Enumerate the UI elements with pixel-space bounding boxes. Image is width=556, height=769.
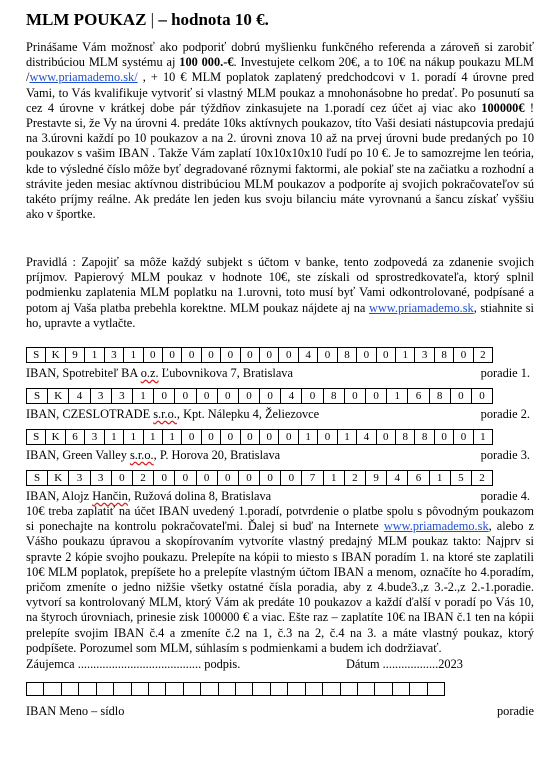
account-position: poradie 4. (480, 489, 530, 503)
iban-cell: 0 (281, 471, 302, 486)
iban-cell: 0 (472, 389, 493, 404)
iban-cell: 1 (396, 348, 415, 363)
iban-cell: 0 (454, 348, 473, 363)
iban-cell: K (46, 430, 65, 445)
iban-cell: 0 (366, 389, 387, 404)
iban-cell: 1 (124, 348, 143, 363)
iban-cell: 0 (163, 348, 182, 363)
account-holder-prefix: IBAN, Spotrebiteľ BA (26, 366, 141, 380)
iban-cell: 0 (260, 389, 281, 404)
iban-cell: 1 (474, 430, 493, 445)
account-holder-line (26, 448, 534, 463)
iban-cell: 1 (124, 430, 143, 445)
iban-cell: 0 (454, 430, 473, 445)
iban-cell: 0 (154, 471, 175, 486)
account-holder-line (26, 489, 534, 504)
iban-cell: 0 (239, 471, 260, 486)
iban-grid (26, 429, 493, 445)
page-title (26, 10, 534, 30)
iban-cell: 0 (239, 389, 260, 404)
iban-cell: 2 (133, 471, 154, 486)
iban-grid (26, 388, 493, 404)
iban-cell: 0 (144, 348, 163, 363)
account-holder-name: s.r.o. (129, 448, 154, 462)
blank-iban-cell[interactable] (253, 683, 270, 696)
iban-cell: 6 (408, 389, 429, 404)
blank-iban-cell[interactable] (97, 683, 114, 696)
iban-cell: 3 (91, 389, 112, 404)
iban-grid (26, 347, 493, 363)
blank-iban-cell[interactable] (271, 683, 288, 696)
blank-iban-cell[interactable] (132, 683, 149, 696)
blank-iban-cell[interactable] (219, 683, 236, 696)
iban-cell: 0 (197, 471, 218, 486)
iban-cell: 5 (451, 471, 472, 486)
blank-iban-cell[interactable] (358, 683, 375, 696)
title-main: MLM POUKAZ (26, 10, 147, 29)
iban-cell: 2 (345, 471, 366, 486)
blank-iban-cell[interactable] (288, 683, 305, 696)
iban-cell: 0 (377, 430, 396, 445)
iban-cell: 0 (218, 471, 239, 486)
account-block (26, 347, 534, 381)
blank-iban-cell[interactable] (428, 683, 445, 696)
iban-cell: 0 (197, 389, 218, 404)
iban-cell: S (27, 348, 46, 363)
blank-iban-cell[interactable] (236, 683, 253, 696)
intro-text-4: ! Prestavte si, že Vy na úrovni 4. predáte 10ks aktívnych poukazov, títo Vaši desiati nástupcovia predajú na 3.úrovni každí po 10 poukazov a na 2. úrovni znova 10 až na prvej úrovni bude predaných po 10 poukazov s vašim IBAN . Takže Vám zaplatí 10x10x10x10 ľudí po 10 €. Je to samozrejme len teória, kde to výsledné číslo môže byť degradované rôznymi faktormi, ale pokiaľ ste na začiatku a rozhodní a strávite jeden mesiac aktívnou distribúciou MLM poukazov a podporíte aj svojich pokračovateľov sú takéto príjmy reálne. Ak predáte len jeden kus svoju bilanciu máte vyrovnanú a šancu získať vyššiu ako v športke. (26, 100, 534, 222)
blank-iban-cell[interactable] (306, 683, 323, 696)
iban-cell: 8 (324, 389, 345, 404)
account-holder-prefix: IBAN, CZESLOTRADE (26, 407, 154, 421)
iban-cell: 0 (182, 430, 201, 445)
iban-cell: 0 (345, 389, 366, 404)
iban-cell: 8 (338, 348, 357, 363)
iban-cell: 0 (175, 389, 196, 404)
instructions-link[interactable]: www.priamademo.sk (383, 519, 489, 534)
iban-cell: 9 (66, 348, 85, 363)
iban-cell: 0 (221, 430, 240, 445)
account-position: poradie 1. (480, 366, 530, 380)
iban-cell: 4 (69, 389, 90, 404)
iban-cell: 3 (105, 348, 124, 363)
iban-cell: 1 (387, 389, 408, 404)
iban-accounts (26, 347, 534, 504)
rules-paragraph (26, 255, 534, 347)
account-holder-prefix: IBAN, Alojz (26, 489, 93, 503)
iban-cell: 0 (435, 430, 454, 445)
blank-iban-cell[interactable] (27, 683, 44, 696)
iban-cell: 0 (202, 430, 221, 445)
account-position: poradie 3. (480, 448, 530, 462)
iban-cell: 9 (366, 471, 387, 486)
blank-iban-cell[interactable] (62, 683, 79, 696)
iban-cell: S (27, 389, 48, 404)
iban-cell: 0 (112, 471, 133, 486)
iban-cell: 0 (260, 348, 279, 363)
iban-cell: 0 (451, 389, 472, 404)
blank-iban-cell[interactable] (323, 683, 340, 696)
instructions-text-1: 10€ treba zaplatiť na účet IBAN uvedený 1.poradí, potvrdenie o platbe spolu s pôvodným poukazom si ponechajte na kontrolu pokračovateľmi. Ďalej si buď na Internete (26, 504, 534, 534)
signature-line (26, 657, 534, 672)
title-separator: | (150, 10, 155, 29)
account-holder-line (26, 407, 534, 422)
iban-cell: 4 (387, 471, 408, 486)
account-holder-address: , Kpt. Nálepku 4, Želiezovce (176, 407, 320, 421)
blank-iban-cell[interactable] (166, 683, 183, 696)
account-holder-name: o.z. (140, 366, 159, 380)
iban-cell: 4 (299, 348, 318, 363)
account-holder-address: , P. Horova 20, Bratislava (153, 448, 281, 462)
iban-cell: 0 (260, 430, 279, 445)
account-holder (26, 407, 319, 422)
iban-cell: 1 (105, 430, 124, 445)
iban-cell: 0 (279, 348, 298, 363)
account-holder-name: Hančin (92, 489, 128, 503)
iban-cell: 4 (357, 430, 376, 445)
rules-text-2: , stiahnite si ho, upravte a vytlačte. (26, 300, 534, 330)
blank-iban-cell[interactable] (410, 683, 427, 696)
account-position: poradie 2. (480, 407, 530, 421)
footer-position-label: poradie (496, 704, 534, 719)
blank-iban-cell[interactable] (375, 683, 392, 696)
iban-cell: 0 (357, 348, 376, 363)
applicant-signature[interactable]: Záujemca ........................................ podpis. (26, 657, 241, 672)
account-block (26, 470, 534, 504)
account-holder-address: , Ružová dolina 8, Bratislava (127, 489, 272, 503)
footer-line (26, 704, 534, 719)
account-block (26, 429, 534, 463)
account-block (26, 388, 534, 422)
intro-text-3: , + 10 € MLM poplatok zaplatený predchodcovi v 1. poradí 4 úrovne pred Vami, to Vás kvalifikuje vytvoriť si vlastný MLM poukaz a mnohonásobne ho predať. Po posunutí sa cez 4 úrovne v krátkej dobe pár týždňov zinkasujete na 1.poradí cez účet aj viac ako (26, 70, 534, 115)
blank-iban-cell[interactable] (79, 683, 96, 696)
account-holder-prefix: IBAN, Green Valley (26, 448, 130, 462)
iban-cell: 1 (299, 430, 318, 445)
iban-cell: K (48, 471, 69, 486)
iban-cell: S (27, 471, 48, 486)
account-holder (26, 489, 271, 504)
blank-iban-cell[interactable] (184, 683, 201, 696)
intro-paragraph (26, 40, 534, 255)
iban-cell: 0 (279, 430, 298, 445)
iban-cell: 0 (318, 348, 337, 363)
iban-cell: 1 (144, 430, 163, 445)
iban-cell: 2 (472, 471, 493, 486)
iban-cell: 1 (133, 389, 154, 404)
account-holder-address: Ľubovnikova 7, Bratislava (158, 366, 293, 380)
rules-text-1: Pravidlá : Zapojiť sa môže každý subjekt s účtom v banke, tento zodpovedá za zdanenie svojich príjmov. Papierový MLM poukaz v hodnote 10€, ste získali od sprostredkovateľa, ktorý splnil podmienku zaplatenia MLM poplatku na 1.urovni, toto musí byť Vami odkontrolované, podpísané a potom aj Vaša platba prebehla korektne. MLM poukaz nájdete aj na (26, 255, 534, 315)
iban-cell: K (48, 389, 69, 404)
iban-cell: 3 (415, 348, 434, 363)
iban-cell: 1 (324, 471, 345, 486)
iban-cell: 8 (396, 430, 415, 445)
iban-cell: K (46, 348, 65, 363)
footer-iban-label: IBAN Meno – sídlo (26, 704, 125, 719)
iban-cell: 3 (85, 430, 104, 445)
blank-iban-cell[interactable] (393, 683, 410, 696)
blank-iban-cell[interactable] (149, 683, 166, 696)
blank-iban-grid[interactable] (26, 682, 445, 696)
account-holder (26, 366, 293, 381)
blank-iban-cell[interactable] (44, 683, 61, 696)
iban-cell: 3 (91, 471, 112, 486)
account-holder-name: s.r.o. (153, 407, 177, 421)
iban-cell: 0 (377, 348, 396, 363)
iban-cell: 8 (415, 430, 434, 445)
blank-iban-cell[interactable] (201, 683, 218, 696)
iban-cell: 4 (281, 389, 302, 404)
account-holder-line (26, 366, 534, 381)
voucher-page (26, 10, 534, 719)
iban-cell: 0 (260, 471, 281, 486)
iban-cell: 0 (318, 430, 337, 445)
iban-cell: 0 (175, 471, 196, 486)
blank-iban-cell[interactable] (341, 683, 358, 696)
iban-grid (26, 470, 493, 486)
iban-cell: 1 (85, 348, 104, 363)
intro-text-1: Prinášame Vám možnosť ako podporiť dobrú myšlienku funkčného referenda a zároveň si zarobiť distribúciou MLM systému aj (26, 40, 534, 70)
iban-cell: 7 (302, 471, 323, 486)
date-field[interactable]: Dátum ..................2023 (346, 657, 463, 672)
iban-cell: 1 (338, 430, 357, 445)
blank-iban-cell[interactable] (114, 683, 131, 696)
iban-cell: 0 (154, 389, 175, 404)
iban-cell: 8 (430, 389, 451, 404)
iban-cell: 0 (302, 389, 323, 404)
account-holder (26, 448, 280, 463)
iban-cell: 1 (163, 430, 182, 445)
iban-cell: 1 (430, 471, 451, 486)
intro-bold-total: 100000€ (481, 100, 525, 115)
iban-cell: 6 (408, 471, 429, 486)
instructions-paragraph (26, 504, 534, 656)
iban-cell: 0 (182, 348, 201, 363)
iban-cell: 2 (474, 348, 493, 363)
iban-cell: 8 (435, 348, 454, 363)
iban-cell: 0 (218, 389, 239, 404)
iban-cell: 0 (202, 348, 221, 363)
intro-link[interactable]: www.priamademo.sk/ (29, 70, 138, 85)
iban-cell: 0 (241, 348, 260, 363)
iban-cell: 6 (66, 430, 85, 445)
rules-link[interactable]: www.priamademo.sk (368, 300, 474, 315)
title-rest: – hodnota 10 €. (154, 10, 269, 29)
iban-cell: S (27, 430, 46, 445)
iban-cell: 3 (112, 389, 133, 404)
intro-text-2: . Investujete celkom 20€, a to 10€ na nákup poukazu MLM / (26, 55, 534, 85)
intro-bold-amount: 100 000.-€ (179, 55, 234, 70)
instructions-text-2: , alebo z Vášho poukazu úpravou a skopírovaním vytvoríte vlastný predajný MLM poukaz takto: Najprv si spravte 2 kópie svojho poukazu. Prelepíte na kópii to miesto s IBAN poradím 1. na ktoré ste zaplatili 10€ MLM poplatok, prepíšete ho a prelepíte vlastným účtom IBAN a menom, označíte ho 4.poradím, pričom zmeníte o jedno nižšie všetky ostatné čísla poradia, aby z 4.bude3.,z 3.-2.,z 2.-1.poradie. vytvorí sa kontrolovaný MLM, ktorý Vám ak predáte 10 poukazov a každí ďalší v poradí po Vás 10, na štyroch úrovniach, prinesie zisk 100000 € a viac. Ešte raz – zaplatíte 10€ na IBAN č.1 ten na kópii prelepíte svojim IBAN č.4 a zmeníte č.2 na 1, č.3 na 2, č.4 na 3. a máte vlastný poukaz, ktorý podpíšete. Porozumel som MLM, súhlasím s podmienkami a budem ich dodržiavať. (26, 519, 535, 655)
iban-cell: 3 (69, 471, 90, 486)
iban-cell: 0 (221, 348, 240, 363)
iban-cell: 0 (241, 430, 260, 445)
